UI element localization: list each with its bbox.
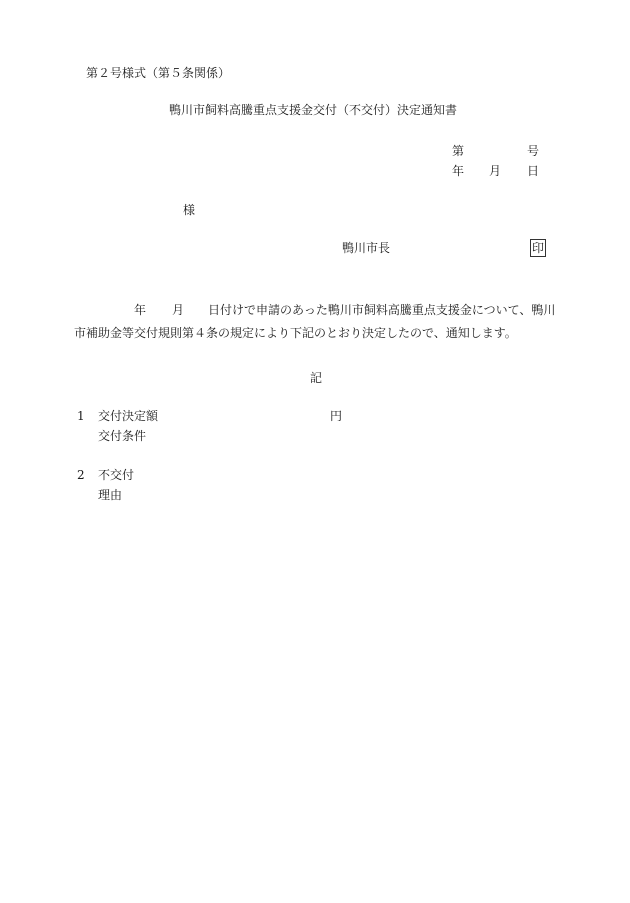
body-line-2: 市補助金等交付規則第４条の規定により下記のとおり決定したので、通知します。 (74, 326, 517, 340)
item-1-sub-label: 交付条件 (98, 429, 147, 443)
form-number: 第２号様式（第５条関係） (86, 66, 231, 80)
item-1-number: 1 (77, 409, 85, 423)
seal-label: 印 (531, 241, 544, 255)
item-1-unit: 円 (330, 409, 343, 423)
seal-icon (530, 239, 546, 257)
ki-heading: 記 (310, 371, 323, 385)
item-2-sub-label: 理由 (98, 488, 123, 502)
addressee-suffix: 様 (183, 203, 196, 217)
document-title: 鴨川市飼料高騰重点支援金交付（不交付）決定通知書 (169, 103, 458, 117)
item-2-number: 2 (77, 468, 85, 482)
body-line-1: 日付けで申請のあった鴨川市飼料高騰重点支援金について、鴨川 (208, 303, 556, 317)
date-month: 月 (489, 164, 502, 178)
date-year: 年 (452, 164, 465, 178)
date-day: 日 (527, 164, 540, 178)
body-month: 月 (172, 303, 185, 317)
item-2-label: 不交付 (98, 468, 135, 482)
issuer-name: 鴨川市長 (342, 241, 391, 255)
body-year: 年 (134, 303, 147, 317)
item-1-label: 交付決定額 (98, 409, 159, 423)
doc-number-prefix: 第 (452, 144, 465, 158)
doc-number-suffix: 号 (527, 144, 540, 158)
